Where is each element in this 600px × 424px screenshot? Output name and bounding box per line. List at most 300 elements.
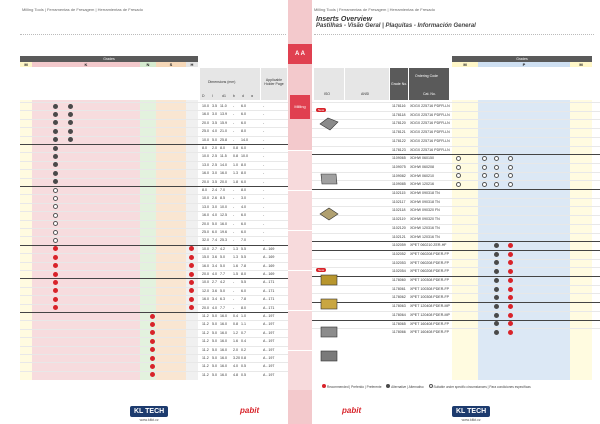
spine-block: [288, 230, 312, 270]
grade-dot-icon: [508, 278, 513, 283]
new-badge: New: [318, 108, 325, 112]
dim-cell-d1: 16.0: [220, 356, 227, 360]
grade-dot-icon: [189, 272, 194, 277]
iso-m: M: [452, 62, 478, 67]
grade-no-header: [390, 68, 408, 100]
ordering-code: XPET 060208 PDER-FP: [410, 251, 450, 256]
dim-cell-b: 0.8: [233, 146, 238, 150]
dim-cell-a: 6.0: [241, 221, 246, 226]
dim-col-d: D: [202, 94, 205, 98]
dim-cell-p: A - 171: [263, 288, 275, 293]
row-divider: [20, 270, 288, 271]
dim-cell-l: 3.6: [212, 288, 217, 293]
pabit-logo: [342, 400, 361, 418]
grade-dot-icon: [53, 230, 58, 235]
dim-cell-d1: 8.0: [220, 146, 225, 150]
grade-number: 1102052: [392, 251, 406, 256]
grade-number: 1102118: [392, 208, 406, 213]
dim-cell-d1: 5.0: [220, 263, 225, 268]
row-divider: [20, 253, 288, 254]
legend-recommended: Recommended | Preferido | Preferente: [326, 385, 382, 389]
grade-dot-icon: [494, 330, 499, 335]
row-divider: [20, 312, 288, 313]
dim-cell-b: -: [233, 213, 235, 218]
dim-cell-p: -: [263, 154, 265, 159]
grade-dot-icon: [494, 304, 499, 309]
row-divider: [20, 144, 288, 145]
divider: [314, 34, 594, 35]
dim-cell-p: A - 197: [263, 314, 275, 318]
dim-cell-b: -: [233, 305, 235, 310]
dim-cell-d: 10.0: [202, 246, 209, 251]
grade-number: 1178121: [392, 130, 406, 135]
dim-cell-b: -: [233, 297, 235, 302]
dim-cell-d: 12.0: [202, 288, 209, 293]
row-divider: [312, 102, 600, 103]
dim-cell-d: 11.2: [202, 314, 209, 318]
dim-cell-b: -: [233, 280, 235, 285]
dim-cell-b: -: [233, 221, 235, 226]
dim-cell-d: 10.0: [202, 154, 209, 159]
web-address: www.kltkt.cz: [139, 418, 159, 422]
ordering-code: XDGX 225716 PDFR-LN: [410, 138, 450, 143]
dim-cell-d1: 15.9: [220, 120, 227, 125]
left-page: [0, 0, 288, 424]
grade-dot-icon: [508, 287, 513, 292]
row-divider: [312, 320, 600, 321]
row-divider: [312, 137, 600, 138]
holder-page-title: Applicable Holder Page: [264, 78, 284, 86]
dim-cell-a: 8.0: [241, 162, 246, 167]
grade-dot-icon: [150, 339, 155, 344]
ordering-code: XPET 060208 PDER-FP: [410, 269, 450, 274]
dim-cell-p: A - 197: [263, 372, 275, 377]
row-divider: [312, 206, 600, 207]
ordering-code: XPET 100308 PDER-FP: [410, 286, 450, 291]
grade-number: 1102059: [392, 243, 406, 248]
dim-cell-b: 1.3: [233, 246, 238, 251]
dim-cell-l: 4.0: [212, 129, 217, 134]
dim-cell-d: 10.0: [202, 104, 209, 108]
insert-image-xpet-3: [318, 324, 340, 340]
dim-cell-d1: 5.0: [220, 288, 225, 293]
grade-dot-icon: [53, 272, 58, 277]
row-divider: [20, 203, 288, 204]
grade-dot-icon: [456, 156, 461, 161]
row-divider: [20, 110, 288, 111]
dim-cell-a: 1.0: [241, 314, 246, 318]
dim-cell-d1: 16.0: [220, 364, 227, 369]
ordering-code: XDHW 120316 TN: [410, 234, 440, 239]
grade-dot-icon: [68, 104, 73, 109]
grade-dot-icon: [53, 196, 58, 201]
dim-cell-l: 3.6: [212, 255, 217, 260]
page-spine: [288, 0, 312, 424]
dim-cell-b: 1.6: [233, 339, 238, 344]
dim-cell-d: 11.2: [202, 322, 209, 327]
dim-cell-l: 7.4: [212, 238, 217, 243]
dim-cell-d1: 16.0: [220, 314, 227, 318]
dim-cell-d: 8.0: [202, 188, 207, 192]
dim-cell-l: 5.0: [212, 221, 217, 226]
dim-cell-p: -: [263, 104, 265, 108]
dim-cell-d1: 7.7: [220, 272, 225, 276]
grade-number: 1102053: [392, 260, 406, 265]
ordering-code: XDGX 225716 PDFR-LN: [410, 104, 450, 108]
grade-dot-icon: [53, 238, 58, 243]
iso-s: S: [156, 62, 186, 67]
dim-cell-d: 32.0: [202, 238, 209, 243]
dim-cell-a: 8.0: [241, 305, 246, 310]
grade-dot-icon: [508, 304, 513, 309]
dim-cell-p: -: [263, 179, 265, 184]
ordering-code: XPET 120408 PDER-MP: [410, 312, 450, 317]
grade-dot-icon: [508, 165, 513, 170]
dim-cell-p: A - 197: [263, 347, 275, 352]
ordering-code: XDHW 120316 TN: [410, 225, 440, 230]
row-divider: [20, 220, 288, 221]
grade-number: 1178060: [392, 278, 406, 282]
section-tab[interactable]: A A: [288, 44, 312, 64]
dim-cell-p: -: [263, 112, 265, 117]
dim-cell-b: 0.8: [233, 154, 238, 159]
dim-cell-d1: 4.2: [220, 246, 225, 251]
dim-cell-d: 20.0: [202, 179, 209, 184]
row-divider: [312, 128, 600, 129]
grade-dot-icon: [53, 154, 58, 159]
dim-cell-b: 4.0: [233, 364, 238, 369]
grade-dot-icon: [150, 356, 155, 361]
row-divider: [312, 198, 600, 199]
row-divider: [20, 228, 288, 229]
insert-table: [312, 56, 600, 380]
legend-suitable: Suitable under specific circumstances | Para condiciones específicas: [433, 385, 531, 389]
dim-cell-d1: 16.0: [220, 171, 227, 176]
row-divider: [312, 163, 600, 164]
grade-dot-icon: [494, 252, 499, 257]
iso-m2: M: [570, 62, 592, 67]
row-divider: [312, 267, 600, 268]
iso-col-header: [314, 68, 344, 100]
dim-cell-a: 8.0: [241, 188, 246, 192]
pabit-logo-text: pabit: [240, 406, 260, 415]
dimensions-header: [200, 68, 260, 100]
dim-cell-l: 2.7: [212, 280, 217, 285]
dim-cell-d1: 8.5: [220, 196, 225, 201]
grade-number: 1178120: [392, 121, 406, 126]
row-divider: [312, 224, 600, 225]
iso-m: M: [20, 62, 32, 67]
iso-p: P: [478, 62, 570, 67]
insert-image-xdhw: [318, 171, 340, 187]
dim-cell-d1: 4.2: [220, 280, 225, 285]
dim-col-d1: d1: [222, 94, 226, 98]
dim-col-b: b: [233, 94, 235, 98]
iso-n: N: [140, 62, 156, 67]
legend-alternative: Alternative | Alternativo: [391, 385, 424, 389]
row-divider: [20, 320, 288, 321]
dim-cell-a: 0.5: [241, 372, 246, 377]
dim-cell-p: -: [263, 221, 265, 226]
dim-cell-l: 2.0: [212, 146, 217, 150]
dim-cell-l: 2.4: [212, 188, 217, 192]
dim-cell-b: 1.5: [233, 272, 238, 276]
grade-dot-icon: [494, 278, 499, 283]
dim-cell-d1: 19.6: [220, 230, 227, 234]
dim-cell-a: 6.0: [241, 112, 246, 117]
kl-logo: [130, 400, 168, 422]
dim-cell-d: 15.0: [202, 255, 209, 260]
dim-cell-d: 11.2: [202, 372, 209, 377]
grade-number: 1178122: [392, 138, 406, 143]
dim-cell-d1: 12.5: [220, 213, 227, 218]
dim-cell-p: A - 197: [263, 364, 275, 369]
dim-cell-d: 11.2: [202, 330, 209, 335]
row-divider: [20, 169, 288, 170]
grade-number: 1178061: [392, 286, 406, 291]
dim-cell-d1: 5.0: [220, 255, 225, 260]
ordering-code: XDHW 090318 TN: [410, 199, 440, 204]
dim-cell-b: 1.3: [233, 255, 238, 260]
dim-cell-p: A - 197: [263, 330, 275, 335]
grade-dot-icon: [150, 322, 155, 327]
grade-number: 1102054: [392, 269, 406, 274]
dim-cell-b: -: [233, 230, 235, 234]
ordering-code: XDGX 225716 PDFR-LN: [410, 130, 450, 135]
ordering-code: XDHW 120216: [410, 182, 434, 187]
grade-dot-icon: [508, 243, 513, 248]
iso-h: H: [186, 62, 198, 67]
dim-cell-p: A - 169: [263, 255, 275, 260]
row-divider: [20, 287, 288, 288]
row-divider: [312, 276, 600, 277]
row-divider: [20, 346, 288, 347]
ordering-code: XDGX 225716 PDFR-LN: [410, 147, 450, 152]
dim-cell-b: 4.8: [233, 372, 238, 377]
dim-cell-d: 11.2: [202, 339, 209, 344]
dim-cell-p: -: [263, 146, 265, 150]
dim-cell-d: 10.0: [202, 196, 209, 201]
dim-cell-a: 10.0: [241, 154, 248, 159]
grade-number: 1102115: [392, 191, 406, 195]
row-divider: [312, 146, 600, 147]
dim-cell-p: -: [263, 196, 265, 201]
row-divider: [20, 102, 288, 103]
grade-dot-icon: [53, 213, 58, 218]
spine-block: [288, 310, 312, 350]
dim-cell-b: 0.8: [233, 322, 238, 327]
dim-cell-p: -: [263, 162, 265, 167]
ordering-code: XPET 060208 PDER-FP: [410, 260, 450, 265]
dim-cell-b: 0.4: [233, 314, 238, 318]
insert-image-xdhw-tn: [318, 206, 340, 222]
grade-dot-icon: [68, 129, 73, 134]
milling-tab[interactable]: Milling: [290, 95, 310, 119]
dim-cell-d: 11.2: [202, 356, 209, 360]
dim-cell-d: 10.0: [202, 280, 209, 285]
ansi-col-header: [345, 68, 389, 100]
grade-dot-icon: [150, 364, 155, 369]
dim-col-l: l: [212, 94, 213, 98]
grade-dot-icon: [482, 165, 487, 170]
iso-k: K: [32, 62, 140, 67]
grade-dot-icon: [508, 156, 513, 161]
dim-cell-p: A - 197: [263, 322, 275, 327]
ordering-code: XPET 120408 PDER-MP: [410, 304, 450, 309]
dim-cell-d1: 16.0: [220, 330, 227, 335]
row-divider: [20, 127, 288, 128]
row-divider: [20, 278, 288, 279]
grade-table: [20, 56, 288, 380]
dim-cell-a: 6.0: [241, 288, 246, 293]
dim-cell-d1: 11.5: [220, 154, 227, 159]
dim-cell-a: 8.0: [241, 129, 246, 134]
dim-cell-p: A - 169: [263, 263, 275, 268]
breadcrumb: Milling Tools | Ferramentas de Fresagem | Herramientas de Fresado: [314, 7, 435, 12]
dim-cell-a: 14.0: [241, 137, 248, 142]
dim-cell-d: 13.0: [202, 204, 209, 209]
breadcrumb: Milling Tools | Ferramentas de Fresagem | Herramientas de Fresado: [22, 7, 143, 12]
ordering-code: XPET 160408 PDER-FP: [410, 321, 450, 326]
grade-number: 1178065: [392, 321, 406, 326]
dim-cell-b: -: [233, 204, 235, 209]
dim-cell-b: -: [233, 120, 235, 125]
col-strip-p: [478, 100, 570, 380]
dim-cell-d: 16.0: [202, 112, 209, 117]
dim-cell-a: 3.0: [241, 196, 246, 201]
dim-cell-p: -: [263, 120, 265, 125]
dim-cell-l: 3.0: [212, 171, 217, 176]
kl-logo-text: KL TECH: [452, 406, 490, 417]
dim-cell-d1: 14.0: [220, 162, 227, 167]
dim-cell-d1: 25.3: [220, 238, 227, 243]
spine-block: [288, 190, 312, 230]
holder-page-header: [261, 68, 287, 100]
grade-dot-icon: [68, 112, 73, 117]
dim-cell-l: 6.0: [212, 230, 217, 234]
pabit-logo-text: pabit: [342, 406, 362, 415]
page-subtitle: Pastilhas - Visão Geral | Plaquitas - Información General: [316, 23, 476, 29]
grade-dot-icon: [456, 165, 461, 170]
dim-cell-p: A - 169: [263, 246, 275, 251]
grade-dot-icon: [494, 156, 499, 161]
dim-cell-a: 6.0: [241, 120, 246, 125]
grade-dot-icon: [494, 287, 499, 292]
ordering-header: [409, 68, 449, 100]
dim-cell-p: -: [263, 129, 265, 134]
dim-cell-d1: 7.7: [220, 305, 225, 310]
dim-cell-l: 3.0: [212, 204, 217, 209]
grade-number: 1102120: [392, 225, 406, 230]
row-divider: [20, 245, 288, 246]
dim-cell-l: 5.0: [212, 322, 217, 327]
dim-cell-a: 0.2: [241, 347, 246, 352]
col-strip-m2: [570, 100, 592, 380]
dim-cell-d1: 16.0: [220, 339, 227, 344]
kl-logo: [452, 400, 490, 422]
dim-cell-d: 16.0: [202, 213, 209, 218]
ordering-code: XDHW 060208: [410, 164, 434, 169]
row-divider: [20, 295, 288, 296]
grade-dot-icon: [189, 280, 194, 285]
dim-cell-d1: 6.3: [220, 297, 225, 302]
alternative-dot-icon: [386, 384, 390, 388]
dim-cell-l: 3.5: [212, 120, 217, 125]
row-divider: [312, 311, 600, 312]
dim-cell-a: 5.5: [241, 246, 246, 251]
grade-dot-icon: [53, 188, 58, 193]
insert-image-xpet: [318, 272, 340, 288]
row-divider: [312, 241, 600, 242]
ordering-code: XPET 060210 ZER-HF: [410, 243, 447, 248]
dim-cell-d: 20.0: [202, 120, 209, 125]
ordering-code: XDHW 060210: [410, 173, 434, 178]
dim-cell-a: 0.8: [241, 356, 246, 360]
grade-number: 1109075: [392, 164, 406, 169]
grade-dot-icon: [189, 297, 194, 302]
dim-cell-l: 5.0: [212, 314, 217, 318]
row-divider: [20, 262, 288, 263]
spine-block: [288, 150, 312, 190]
dim-cell-d: 8.0: [202, 146, 207, 150]
pabit-logo: [240, 400, 259, 418]
grade-dot-icon: [494, 165, 499, 170]
dim-cell-a: 6.0: [241, 213, 246, 218]
dimensions-title: Dimensions (mm): [208, 80, 236, 84]
dim-cell-b: -: [233, 288, 235, 293]
dim-cell-l: 5.0: [212, 330, 217, 335]
dim-cell-a: 1.1: [241, 322, 246, 327]
legend: [322, 384, 531, 389]
grade-number: 1178063: [392, 304, 406, 309]
dim-cell-d: 10.0: [202, 137, 209, 142]
insert-image-xpet-2: [318, 296, 340, 312]
spine-block: [288, 350, 312, 390]
row-divider: [20, 211, 288, 212]
dim-cell-p: -: [263, 213, 265, 218]
dim-cell-p: A - 169: [263, 272, 275, 276]
dim-cell-d: 16.0: [202, 171, 209, 176]
ansi-col-label: ANSI: [361, 92, 370, 96]
dim-cell-p: -: [263, 188, 265, 192]
ordering-label: Ordering Code: [415, 74, 438, 78]
grade-dot-icon: [53, 104, 58, 109]
grade-number: 1109082: [392, 173, 406, 178]
dim-cell-p: A - 171: [263, 305, 275, 310]
ordering-code: XDHW 090318 TN: [410, 191, 440, 195]
dim-cell-d: 20.0: [202, 272, 209, 276]
grade-dot-icon: [482, 156, 487, 161]
dim-cell-d: 11.2: [202, 347, 209, 352]
grade-dot-icon: [53, 280, 58, 285]
dim-cell-l: 3.4: [212, 263, 217, 268]
dim-cell-b: -: [233, 137, 235, 142]
dim-cell-p: -: [263, 230, 265, 234]
ordering-code: XDHW 060150: [410, 156, 434, 161]
dim-cell-b: 1.0: [233, 162, 238, 167]
ordering-code: XDGX 225716 PDFR-LN: [410, 121, 450, 126]
page-title-block: [316, 16, 476, 29]
dim-cell-d1: 20.0: [220, 179, 227, 184]
row-divider: [312, 111, 600, 112]
row-divider: [312, 285, 600, 286]
dim-cell-d: 16.0: [202, 263, 209, 268]
row-divider: [312, 154, 600, 155]
dim-cell-l: 5.0: [212, 364, 217, 369]
row-divider: [20, 186, 288, 187]
dim-cell-b: 1.2: [233, 330, 238, 335]
dim-cell-l: 3.4: [212, 297, 217, 302]
